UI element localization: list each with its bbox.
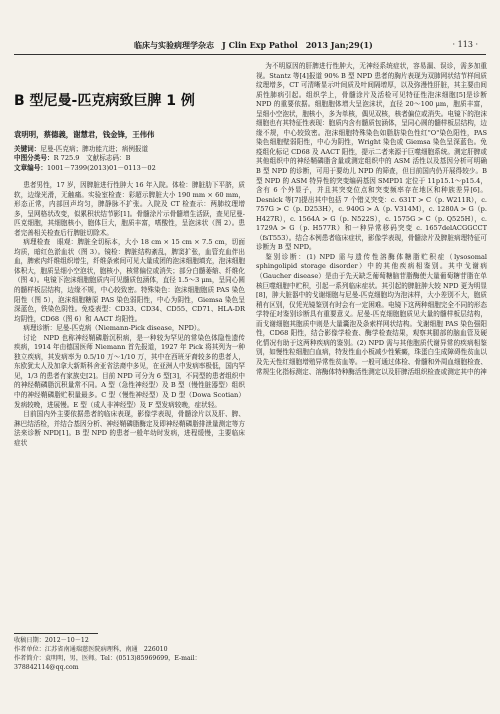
article-id-line (14, 164, 244, 173)
received-date: 收稿日期：2012－10－12 (14, 637, 89, 644)
keywords-label: 关键词： (14, 145, 41, 153)
pathology-diagnosis-paragraph: 病理诊断：尼曼-匹克病（Niemann-Pick disease，NPD）。 (23, 324, 204, 333)
article-metadata (14, 145, 244, 173)
keywords-line (14, 145, 244, 154)
right-column-body (256, 62, 487, 377)
footnote (14, 636, 245, 672)
case-presentation-paragraph: 患者男性，17 岁，因脾脏进行性肿大 16 年入院。体检：脾脏肋下平脐，质软，边缘光滑，无触痛。实验室检查：彩超示脾脏大小 190 mm × 60 mm，形态正常，内部回声均匀，脾静脉不扩张。入院及 CT 检查示：两肺纹理增多，呈网格状改变，似累积状结节影[1]。骨髓涂片示骨髓增生活跃，查见尼曼-匹克细胞，其细胞核小，胞体巨大，胞质丰富，嗜酸性，呈泡沫状（图 2）。患者完善相关检查后行脾脏切除术。 (14, 181, 245, 237)
article-id: 1001－7399(2013)01－0113－02 (46, 163, 156, 172)
keywords: 尼曼-匹克病；脾功能亢进；病例报道 (40, 145, 149, 153)
classification-line (14, 154, 244, 163)
author-info: 作者简介：袁明明，男，医师。Tel：(0513)85969699，E-mail：378842114@qq.com (14, 655, 201, 671)
article-title: B 型尼曼-匹克病致巨脾 1 例 (14, 93, 195, 109)
header-rule (14, 54, 486, 55)
discussion-paragraph: 讨论 NPD 也称神经鞘磷脂沉积病，是一种较为罕见的常染色体隐性遗传疾病，1914 年由德国医师 Niemann 首先报道，1927 年 Pick 将其列为一种独立疾病，其发病率为 0.5/10 万～1/10 万，其中在西班牙裔较多的患者人，东欧犹太人及加拿大新斯科舍亚省法裔中多见，在亚洲人中发病率极低，国内罕见，1/3 的患者有家族史[2]。目前 NPD 可分为 6 型[3]，不同型的患者组织中的神经鞘磷脂沉积量常不同。A 型（急性神经型）及 B 型（慢性脏器型）组织中的神经鞘磷脂贮积量最多。C 型（慢性神经型）及 D 型（Dowa Scotian）发病较晚，进展慢。E 型（成人非神经型）及 F 型发病较晚，症状轻。 (14, 333, 245, 409)
journal-citation: 临床与实验病理学杂志 J Clin Exp Pathol 2013 Jan;29(1) (134, 40, 373, 50)
article-id-label: 文章编号： (14, 163, 47, 172)
clc-label: 中图分类号： (14, 154, 54, 163)
discussion-continued-paragraph: 为不明原因的肝脾进行性肿大，无神经系统症状，容易漏、误诊，需多加重视。Stantz 等[4]报道 90% B 型 NPD 患者的胸片表现为双肺网状结节样间质纹理增多，CT 可清晰显示叶间质及叶间隔增厚，以及弥漫性肝脏，其主要由间质性肺病引起。组织学上，骨髓涂片及活检可见特征性泡沫细胞[5]是诊断 NPD 的重要依据。细胞胞体增大呈泡沫状，直径 20～100 μm，胞质丰富，呈细小空泡状，胞核小，多为单核，偶见双核，核者偏位或消失。电镜下的泡沫细胞也有其特征性表现：胞质内含有髓质包涵体，呈同心圆的髓样板层结构，边缘不规，中心较致密。泡沫细胞特殊染色如脂肪染色性红"O"染色阳性，PAS 染色细胞壁弱阳性，中心为阴性，Wright 染色或 Giemsa 染色呈深蓝色。免疫组化标记 CD68 及 AACT 阳性，提示二者来源于巨噬细胞系统。测定肝脾或其他组织中的神经鞘磷脂含量或测定组织中的 ASM 活性以及基因分析可明确 B 型 NPD 的诊断，可用于要幼儿 NPD 的筛查，但目前国内仍开展得较少。B 型 NPD 的 ASM 特异性的突变编码基因 SMPD1 定位于 11p15.1～p15.4，含有 6 个外显子，并且其突变位点和突变频率存在地区和种族差异[6]。Desnick 等[7]提出其中包括 7 个错义突变：c. 631T > C（p. W211R），c. 757G > C（p. D253H），c. 940G > A（p. V314M），c. 1280A > G（p. H427R），c. 1564A > G（p. N522S），c. 1575G > C（p. Q525H），c. 1729A > G（p. H577R）和一种异常移码突变 c. 1657delACGGCCT（fsT553）。结合本例患者临床症状，影像学表现，骨髓涂片及脾脏病理特征可诊断为 B 型 NPD。 (256, 62, 487, 252)
diagnosis-methods-paragraph: 目前国内外主要依据患者的临床表现，影像学表现，骨髓涂片以及肝、脾、淋巴结活检，并结合基因分析、神经鞘磷脂酶定及即神经鞘磷脂排泄量测定等方法来诊断 NPD[1]。B 型 NPD 的患者一般年幼时发病，进程缓慢，主要临床症状 (14, 410, 245, 447)
author-affiliation: 作者单位：江苏省南通瑞慈医院病理科，南通 226010 (14, 646, 168, 653)
pathology-findings-paragraph: 病理检查 眼观：脾脏全切标本，大小 18 cm × 15 cm × 7.5 cm，切面均质，暗红色淤血状（图 3）。镜检：脾脏结构紊乱，脾窦扩张，血管充血伴出血，脾索内纤维组织增生，纤维条索间可见大量成团的泡沫细胞填充，泡沫细胞体积大，胞质呈细小空泡状，胞核小，核常偏位或消失；部分白髓萎缩、纤维化（图 4）。电镜下泡沫细胞胞质内可见髓质包涵体，直径 1.5～3 μm，呈同心圆的髓样板层结构，边缘不规，中心较致密。特殊染色：泡沫细胞胞质 PAS 染色阳性（图 5），泡沫细胞糖原 PAS 染色弱阳性，中心为阴性，Giemsa 染色呈深蓝色，铁染色阴性。免疫表型：CD33、CD34、CD55、CD71、HLA-DR 均阴性，CD68（图 6）和 AACT 均阳性。 (14, 238, 245, 323)
footnote-rule (14, 633, 98, 634)
author-list: 袁明明，蔡德義，谢慧君，钱金锋，王伟伟 (14, 130, 155, 139)
differential-diagnosis-paragraph: 鉴别诊断：(1) NPD 需与遗传性溶酶体糖脂贮积症（lysosomal sphingolipid storage disorder）中的其他疾病相鉴别。其中戈谢病（Gaucher disease）是由于先天缺乏葡萄糖脑苷脂酶使大量葡萄糖苷脂在单核巨噬细胞中贮积，引起一系列临床症状。其引起的脾脏肿大较 NPD 更为明显[8]，肿大脏器中的戈谢细胞与尼曼-匹克细胞均为泡沫样，大小差别不大，胞质稍有区别，仅凭光镜鉴别有时会有一定困难。电镜下这两种细胞完全不同的形态学特征对鉴别诊断具有重要意义。尼曼-匹克细胞胞质见大量的髓样板层结构，而戈谢细胞其胞质中则是大量囊泡及条索样网状结构。戈谢细胞 PAS 染色强阳性，CD68 阳性，结合影像学检查、酶学检查结果，观察其腿部的脑血管及硬化情况有助于这两种疾病的鉴别。(2) NPD 需与其他胞质代谢异常的疾病相鉴别，如慢性粒细胞白血病，特发性血小板减少性紫癜，珠蛋白生成障碍性贫血以及先天性红细胞增殖异常性贫血等。一般可通过体检、骨髓和外周血细胞检查、常规生化指标测定、溶酶体特种酶活性测定以及肝脾活组织检查或测定其中的神 (256, 252, 487, 376)
running-head (14, 38, 486, 52)
clc-number: R 725.9 文献标志码：B (53, 154, 131, 163)
left-column-body (14, 181, 245, 448)
page-number: · 113 · (452, 40, 478, 49)
